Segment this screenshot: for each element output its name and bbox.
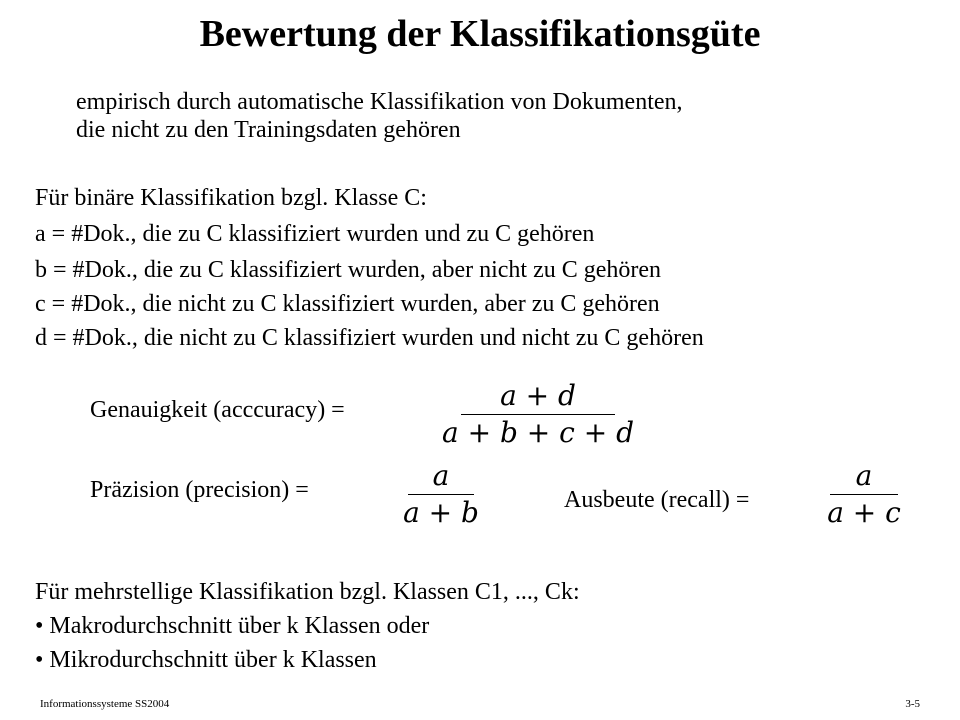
recall-numerator: a: [855, 459, 873, 492]
precision-fraction-bar: [408, 494, 474, 495]
definition-a: a = #Dok., die zu C klassifiziert wurden und zu C gehören: [35, 221, 595, 247]
accuracy-numerator: a + d: [500, 379, 576, 412]
bullet-macro: • Makrodurchschnitt über k Klassen oder: [35, 613, 430, 639]
page-title: Bewertung der Klassifikationsgüte: [199, 13, 761, 55]
precision-label: Präzision (precision) =: [90, 477, 309, 503]
accuracy-label: Genauigkeit (acccuracy) =: [90, 397, 345, 423]
definition-d: d = #Dok., die nicht zu C klassifiziert wurden und nicht zu C gehören: [35, 325, 704, 351]
precision-denominator: a + b: [403, 496, 479, 529]
definition-c: c = #Dok., die nicht zu C klassifiziert wurden, aber zu C gehören: [35, 291, 660, 317]
subtitle-line-1: empirisch durch automatische Klassifikation von Dokumenten,: [76, 89, 683, 115]
accuracy-fraction: [442, 380, 634, 449]
footer-slide-number: 3-5: [905, 698, 920, 710]
recall-fraction: [827, 459, 901, 529]
accuracy-denominator: a + b + c + d: [442, 416, 635, 449]
recall-fraction-bar: [830, 494, 898, 495]
multi-heading: Für mehrstellige Klassifikation bzgl. Klassen C1, ..., Ck:: [35, 579, 580, 605]
precision-numerator: a: [432, 459, 450, 492]
recall-denominator: a + c: [827, 496, 901, 529]
subtitle-line-2: die nicht zu den Trainingsdaten gehören: [76, 117, 461, 143]
recall-label: Ausbeute (recall) =: [564, 487, 750, 513]
accuracy-fraction-bar: [461, 414, 615, 415]
binary-heading: Für binäre Klassifikation bzgl. Klasse C:: [35, 185, 427, 211]
precision-fraction: [403, 459, 479, 529]
footer-course: Informationssysteme SS2004: [40, 698, 170, 710]
definition-b: b = #Dok., die zu C klassifiziert wurden, aber nicht zu C gehören: [35, 257, 662, 283]
bullet-micro: • Mikrodurchschnitt über k Klassen: [35, 647, 377, 673]
